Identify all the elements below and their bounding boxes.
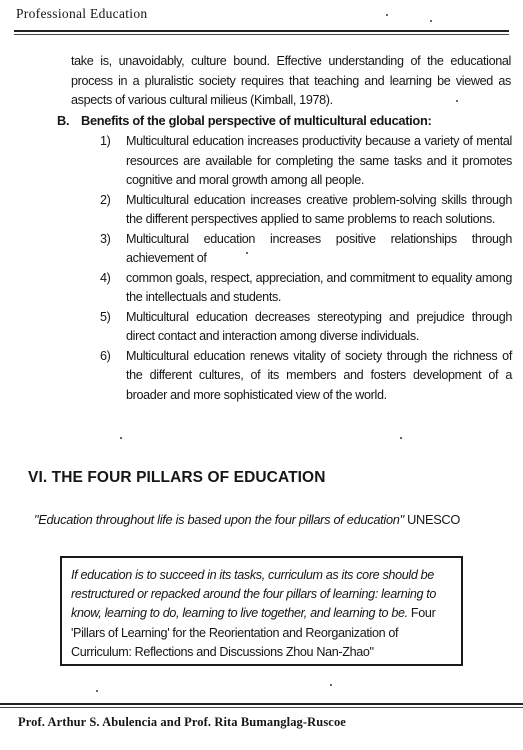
header-rule xyxy=(14,30,509,32)
scan-speck xyxy=(120,437,122,439)
section-vi-heading: VI. THE FOUR PILLARS OF EDUCATION xyxy=(28,469,326,486)
benefits-list xyxy=(100,132,512,405)
list-item-number: 4) xyxy=(100,270,111,285)
list-item-text: Multicultural education renews vitality of society through the richness of the different cultures, of its members and fosters development of a broader and more sophisticated view of the world. xyxy=(126,348,512,402)
callout-citation: Four 'Pillars of Learning' for the Reorientation and Reorganization of Curriculum: Reflections and Discussions Zhou Nan-Zhao" xyxy=(71,606,436,659)
list-item xyxy=(100,308,512,347)
list-item-number: 3) xyxy=(100,231,111,246)
page-header-title: Professional Education xyxy=(16,6,148,21)
list-item-number: 6) xyxy=(100,348,111,363)
section-b-letter: B. xyxy=(57,113,70,128)
list-item-number: 2) xyxy=(100,192,111,207)
quote-text: "Education throughout life is based upon the four pillars of education" xyxy=(34,512,404,527)
scan-speck xyxy=(456,100,458,102)
callout-text xyxy=(71,566,457,662)
footer-rule-thin xyxy=(0,707,523,708)
footer-rule xyxy=(0,703,523,705)
list-item xyxy=(100,132,512,191)
list-item-text: Multicultural education decreases stereotyping and prejudice through direct contact and interaction among diverse individuals. xyxy=(126,309,512,343)
section-b-title: Benefits of the global perspective of multicultural education: xyxy=(81,113,432,128)
list-item-text: Multicultural education increases productivity because a variety of mental resources are available for completing the same tasks and it promotes cognitive and moral growth among all people. xyxy=(126,134,512,187)
list-item xyxy=(100,347,512,406)
list-item-text: common goals, respect, appreciation, and commitment to equality among the intellectuals and students. xyxy=(126,270,512,304)
list-item-number: 1) xyxy=(100,134,111,148)
scan-speck xyxy=(386,14,388,16)
list-item xyxy=(100,269,512,308)
footer-authors: Prof. Arthur S. Abulencia and Prof. Rita Bumanglag-Ruscoe xyxy=(18,715,346,729)
scan-speck xyxy=(330,684,332,686)
list-item xyxy=(100,230,512,269)
callout-italic-text: If education is to succeed in its tasks, curriculum as its core should be restructured or repacked around the four pillars of learning: learning to know, learning to do, learning to live together, and learning to be. xyxy=(71,568,437,621)
list-item-number: 5) xyxy=(100,309,111,324)
intro-paragraph: take is, unavoidably, culture bound. Effective understanding of the educational process in a pluralistic society requires that teaching and learning be viewed as aspects of various cultural milieus (Kimball, 1978). xyxy=(71,54,511,107)
scan-speck xyxy=(246,252,248,254)
section-b-heading xyxy=(57,113,431,128)
scan-speck xyxy=(400,437,402,439)
header-rule-thin xyxy=(14,34,509,35)
scan-speck xyxy=(96,690,98,692)
list-item-text: Multicultural education increases creative problem-solving skills through the different perspectives applied to same problems to reach solutions. xyxy=(126,192,512,226)
quote-source: UNESCO xyxy=(403,512,461,527)
scan-speck xyxy=(430,20,432,22)
list-item xyxy=(100,191,512,230)
list-item-text: Multicultural education increases positive relationships through achievement of xyxy=(126,231,512,265)
unesco-quote xyxy=(34,512,460,527)
